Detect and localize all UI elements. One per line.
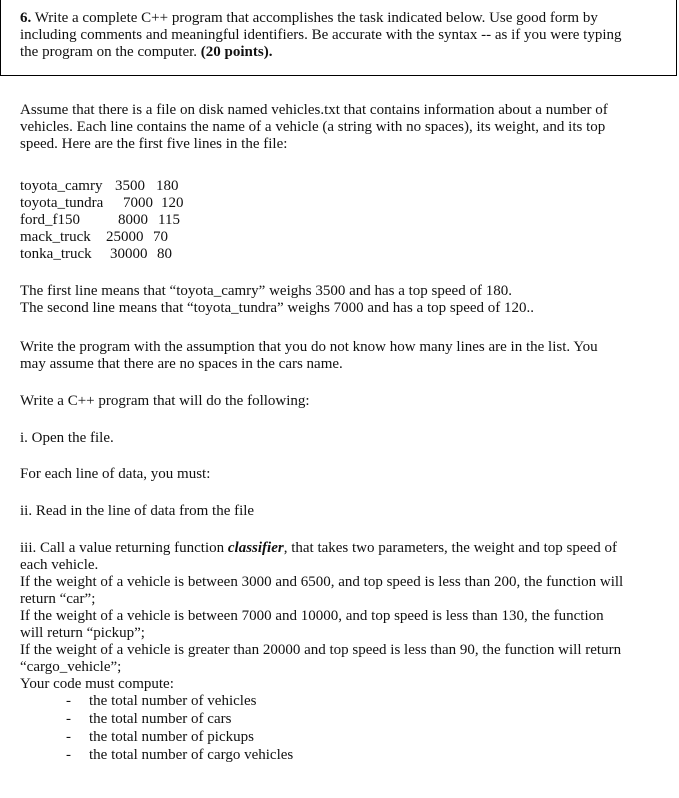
question-points: (20 points). [200,44,273,60]
step-read-line: ii. Read in the line of data from the file [20,503,255,519]
intro-paragraph: Assume that there is a file on disk named vehicles.txt that contains information about a number of vehicles. Each line contains the name of a vehicle (a string with no spaces), its weight, and its top speed. Here are the first five lines in the file: [20,102,608,152]
classification-rules: If the weight of a vehicle is between 3000 and 6500, and top speed is less than 200, the function will return “car”; If the weight of a vehicle is between 7000 and 10000, and top speed is less than 130, the function will return “pickup”; If the weight of a vehicle is greater than 20000 and top speed is less than 90, the function will return “cargo_vehicle”; [20,574,624,675]
function-name: classifier [227,540,284,556]
compute-heading: Your code must compute: [20,676,174,692]
bullet-dash: - [66,693,71,709]
question-number: 6. [20,10,32,26]
bullet-dash: - [66,729,71,745]
document-page: 6. Write a complete C++ program that accomplishes the task indicated below. Use good form by including comments and meaningful identifiers. Be accurate with the syntax -- as if you were typing the program on the computer. (20 points). Assume that there is a file on disk named vehicles.txt that contains information about a number of vehicles. Each line contains the name of a vehicle (a string with no spaces), its weight, and its top speed. Here are the first five lines in the file: toyota_camry 3500 180 toyota_tundra 7000 120 ford_f150 8000 115 mack_truck 25000 70 tonka_truck 30000 80 The first line means that “toyota_camry” weighs 3500 and has a top speed of 180. The second line means that “toyota_tundra” weighs 7000 and has a top speed of 120.. Write the program with the assumption that you do not know how many lines are in the list. You may assume that there are no spaces in the cars name. Write a C++ program that will do the following: i. Open the file. For each line of data, you must: ii. Read in the line of data from the file iii. Call a value returning function classifier, that takes two parameters, the weight and top speed of each vehicle. If the weight of a vehicle is between 3000 and 6500, and top speed is less than 200, the function will return “car”; If the weight of a vehicle is between 7000 and 10000, and top speed is less than 130, the function will return “pickup”; If the weight of a vehicle is greater than 20000 and top speed is less than 90, the function will return “cargo_vehicle”; Your code must compute: - the total number of vehicles - the total number of cars - the total number of pickups - the total number of cargo vehicles [0,0,679,798]
step-call-classifier: iii. Call a value returning function classifier, that takes two parameters, the weight and top speed of each vehicle. [20,540,617,573]
bullet-dash: - [66,711,71,727]
question-statement: 6. Write a complete C++ program that accomplishes the task indicated below. Use good form by including comments and meaningful identifiers. Be accurate with the syntax -- as if you were typing the program on the computer. (20 points). [20,10,622,60]
for-each-line-heading: For each line of data, you must: [20,466,211,482]
bullet-dash: - [66,747,71,763]
task-heading: Write a C++ program that will do the following: [20,393,310,409]
assumption-paragraph: Write the program with the assumption that you do not know how many lines are in the list. You may assume that there are no spaces in the cars name. [20,339,598,372]
step-open-file: i. Open the file. [20,430,114,446]
explanation-paragraph: The first line means that “toyota_camry” weighs 3500 and has a top speed of 180. The second line means that “toyota_tundra” weighs 7000 and has a top speed of 120.. [20,283,535,316]
